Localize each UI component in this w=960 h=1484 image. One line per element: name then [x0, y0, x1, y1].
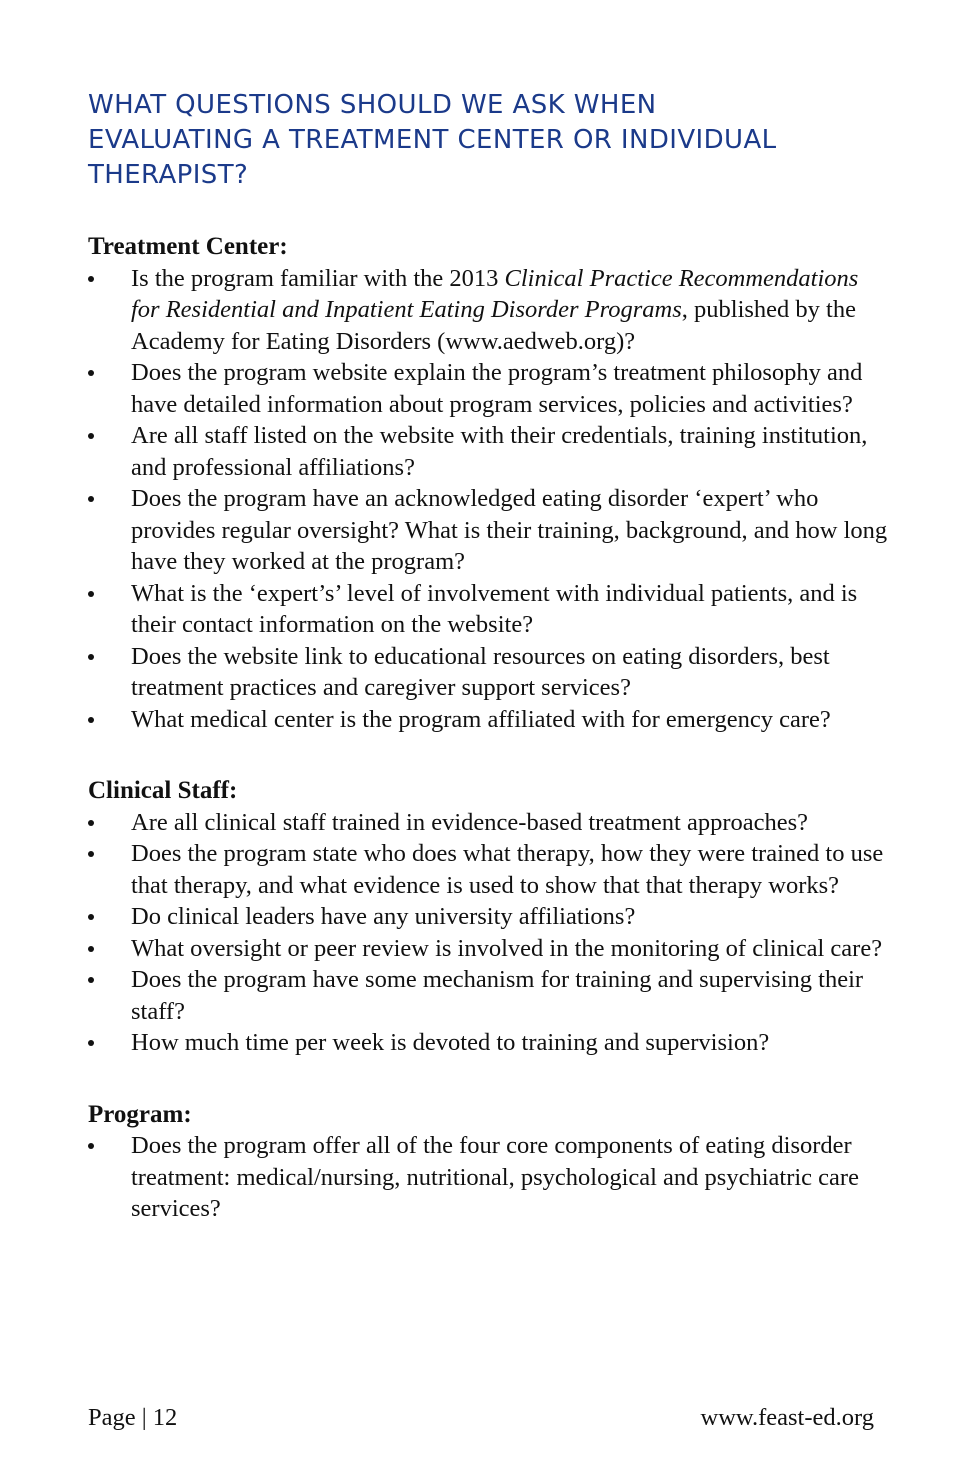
page-number: Page | 12 — [88, 1404, 178, 1431]
list-item — [88, 641, 888, 704]
item-text: Does the program state who does what therapy, how they were trained to use that therapy, and what evidence is used to show that that therapy works? — [131, 840, 884, 899]
bullet-list — [88, 1130, 888, 1225]
bullet-list — [88, 263, 888, 736]
bullet-list — [88, 807, 888, 1059]
section-heading: Clinical Staff: — [88, 777, 238, 804]
document-page — [88, 88, 888, 1225]
list-item — [88, 1027, 888, 1059]
bullet-icon — [88, 977, 94, 983]
section-heading: Program: — [88, 1100, 192, 1128]
item-text: , published by the Academy for Eating Disorders (www.aedweb.org)? — [131, 296, 856, 355]
bullet-icon — [88, 370, 94, 376]
bullet-icon — [88, 1040, 94, 1046]
section-2 — [88, 775, 888, 1059]
page-footer — [88, 1402, 874, 1434]
bullet-icon — [88, 914, 94, 920]
item-text: What medical center is the program affiliated with for emergency care? — [131, 705, 831, 733]
section-3 — [88, 1099, 888, 1225]
sections-container — [88, 231, 888, 1225]
item-text: Does the program have an acknowledged eating disorder ‘expert’ who provides regular oversight? What is their training, background, and how long have they worked at the program? — [131, 485, 888, 575]
bullet-icon — [88, 1143, 94, 1149]
list-item — [88, 483, 888, 578]
page-title: WHAT QUESTIONS SHOULD WE ASK WHEN EVALUATING A TREATMENT CENTER OR INDIVIDUAL THERAPIST? — [88, 90, 777, 190]
list-item — [88, 263, 888, 358]
item-text: How much time per week is devoted to training and supervision? — [131, 1029, 770, 1056]
list-item — [88, 964, 888, 1027]
item-text: Is the program familiar with the 2013 — [131, 264, 505, 292]
section-1 — [88, 231, 888, 735]
item-text-italic: Clinical Practice Recommendations for Residential and Inpatient Eating Disorder Programs — [131, 264, 859, 323]
bullet-icon — [88, 820, 94, 826]
list-item — [88, 357, 888, 420]
item-text: What is the ‘expert’s’ level of involvement with individual patients, and is their contact information on the website? — [131, 579, 858, 638]
item-text: Are all staff listed on the website with their credentials, training institution, and professional affiliations? — [131, 422, 868, 481]
bullet-icon — [88, 591, 94, 597]
bullet-icon — [88, 433, 94, 439]
footer-website: www.feast-ed.org — [700, 1404, 874, 1431]
list-item — [88, 838, 888, 901]
bullet-icon — [88, 496, 94, 502]
bullet-icon — [88, 654, 94, 660]
bullet-icon — [88, 946, 94, 952]
bullet-icon — [88, 851, 94, 857]
list-item — [88, 420, 888, 483]
list-item — [88, 704, 888, 736]
bullet-icon — [88, 717, 94, 723]
bullet-icon — [88, 276, 94, 282]
item-text: What oversight or peer review is involved in the monitoring of clinical care? — [131, 934, 883, 962]
list-item — [88, 933, 888, 965]
item-text: Does the program offer all of the four core components of eating disorder treatment: medical/nursing, nutritional, psychological and psychiatric care services? — [131, 1132, 859, 1222]
item-text: Are all clinical staff trained in evidence-based treatment approaches? — [131, 808, 809, 836]
list-item — [88, 1130, 888, 1225]
item-text: Does the program have some mechanism for training and supervising their staff? — [131, 966, 864, 1025]
item-text: Do clinical leaders have any university affiliations? — [131, 903, 636, 930]
item-text: Does the website link to educational resources on eating disorders, best treatment practices and caregiver support services? — [131, 642, 830, 701]
item-text: Does the program website explain the program’s treatment philosophy and have detailed information about program services, policies and activities? — [131, 359, 863, 418]
list-item — [88, 901, 888, 933]
list-item — [88, 578, 888, 641]
section-heading: Treatment Center: — [88, 233, 288, 260]
list-item — [88, 807, 888, 839]
